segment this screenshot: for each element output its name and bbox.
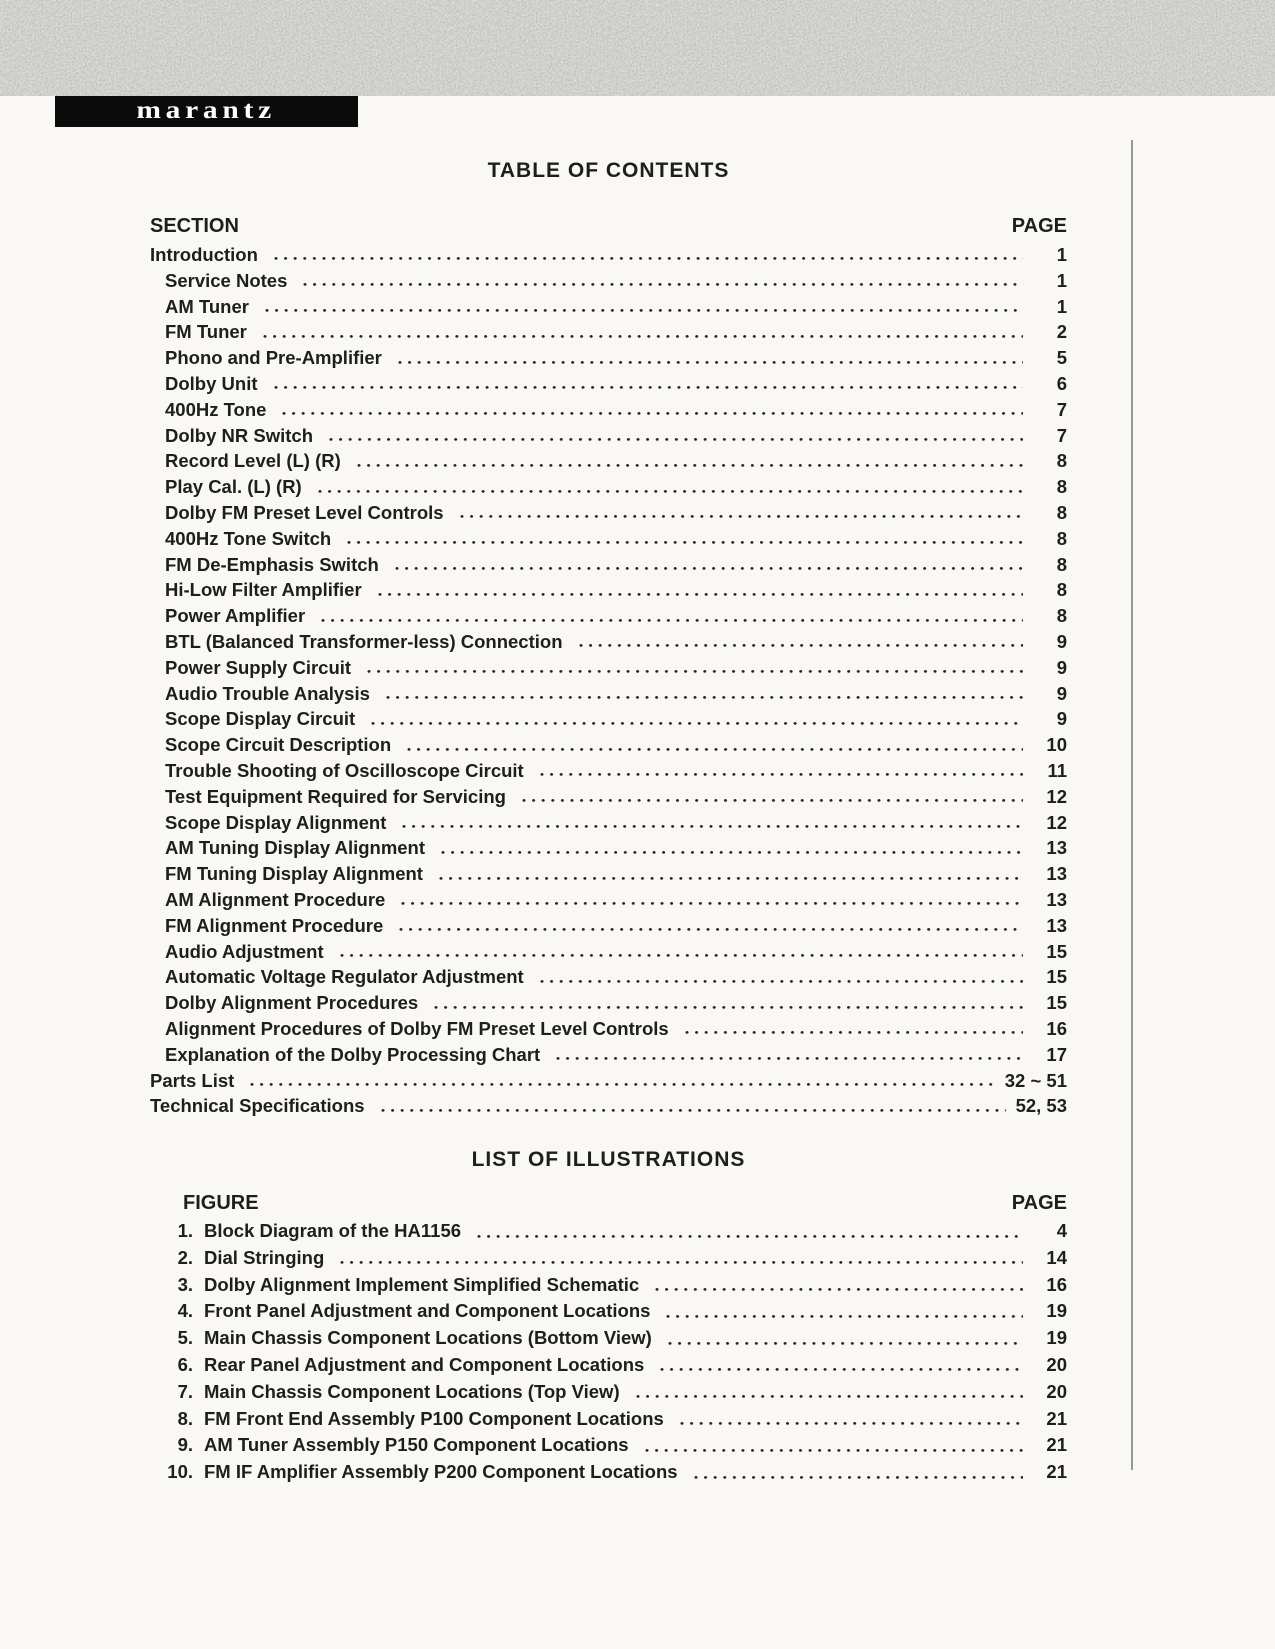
toc-entry-label: Scope Display Alignment [165, 811, 387, 833]
toc-entry [150, 810, 1067, 836]
toc-entry-label: Alignment Procedures of Dolby FM Preset Level Controls [165, 1017, 669, 1039]
toc-entry-label: Play Cal. (L) (R) [165, 476, 302, 498]
toc-header-row [150, 214, 1067, 239]
toc-entry [150, 371, 1067, 397]
dot-leader [340, 939, 1023, 965]
toc-entry-label: AM Alignment Procedure [165, 888, 386, 910]
illustration-entry [150, 1432, 1067, 1459]
dot-leader [434, 990, 1023, 1016]
dot-leader [250, 1068, 994, 1094]
toc-entry [150, 1068, 1067, 1094]
toc-entry-label: 400Hz Tone [165, 398, 267, 420]
illustration-entry-page: 4 [1056, 1220, 1067, 1242]
toc-entry-page: 8 [1056, 476, 1067, 498]
illustration-entry-number: 4. [177, 1300, 193, 1322]
toc-entry [150, 913, 1067, 939]
illustration-entry [150, 1218, 1067, 1245]
illustration-entry-number: 5. [177, 1327, 193, 1349]
toc-entry [150, 397, 1067, 423]
toc-entry [150, 887, 1067, 913]
illustration-entry-page: 21 [1046, 1434, 1067, 1456]
dot-leader [265, 294, 1023, 320]
figure-column-header: FIGURE [183, 1192, 259, 1215]
toc-entry-page: 12 [1046, 811, 1067, 833]
toc-entry-page: 52, 53 [1015, 1095, 1067, 1117]
toc-entry-page: 8 [1056, 527, 1067, 549]
page-content [150, 0, 1067, 1486]
dot-leader [666, 1298, 1023, 1325]
toc-entry-label: Explanation of the Dolby Processing Chart [165, 1043, 541, 1065]
toc-entry [150, 319, 1067, 345]
toc-entry-page: 13 [1046, 837, 1067, 859]
toc-entry-label: Audio Adjustment [165, 940, 324, 962]
illustration-entry-number: 10. [167, 1461, 193, 1483]
illustration-entry [150, 1298, 1067, 1325]
illustration-entry [150, 1325, 1067, 1352]
toc-entry [150, 1093, 1067, 1119]
toc-entry-page: 11 [1047, 759, 1067, 781]
toc-entry-page: 13 [1046, 888, 1067, 910]
toc-page-column-header: PAGE [1011, 215, 1067, 237]
illustration-entry-page: 16 [1046, 1273, 1067, 1295]
illustration-entry-label: Dial Stringing [204, 1246, 325, 1268]
toc-entry-page: 9 [1056, 656, 1067, 678]
toc-entry [150, 448, 1067, 474]
toc-entry-page: 13 [1046, 914, 1067, 936]
illustration-entry [150, 1245, 1067, 1272]
toc-entry [150, 526, 1067, 552]
toc-entry-page: 7 [1056, 398, 1067, 420]
toc-entry-page: 1 [1056, 269, 1067, 291]
dot-leader [407, 732, 1023, 758]
dot-leader [263, 319, 1023, 345]
toc-entry [150, 552, 1067, 578]
toc-entry-label: Trouble Shooting of Oscilloscope Circuit [165, 759, 524, 781]
illustration-entry-page: 21 [1046, 1407, 1067, 1429]
toc-entry-page: 8 [1056, 579, 1067, 601]
dot-leader [274, 371, 1024, 397]
dot-leader [402, 810, 1023, 836]
toc-entry-label: FM Tuning Display Alignment [165, 863, 423, 885]
toc-entry [150, 964, 1067, 990]
toc-entry-label: Scope Circuit Description [165, 734, 392, 756]
dot-leader [321, 603, 1023, 629]
toc-entry-page: 8 [1056, 501, 1067, 523]
toc-entry-label: FM Alignment Procedure [165, 914, 384, 936]
dot-leader [540, 964, 1023, 990]
dot-leader [378, 577, 1023, 603]
toc-entry-page: 6 [1056, 372, 1067, 394]
toc-entry-page: 5 [1056, 347, 1067, 369]
toc-entry-page: 15 [1046, 940, 1067, 962]
toc-entry-label: Hi-Low Filter Amplifier [165, 579, 362, 601]
dot-leader [282, 397, 1023, 423]
toc-entry [150, 655, 1067, 681]
dot-leader [556, 1042, 1023, 1068]
toc-entry-label: Record Level (L) (R) [165, 450, 341, 472]
toc-entry [150, 758, 1067, 784]
illustration-entry-number: 3. [177, 1273, 193, 1295]
toc-entry [150, 706, 1067, 732]
toc-entry [150, 629, 1067, 655]
toc-entry [150, 423, 1067, 449]
dot-leader [303, 268, 1023, 294]
illustration-entry-number: 2. [177, 1246, 193, 1268]
toc-entry-label: Audio Trouble Analysis [165, 682, 370, 704]
toc-entry-label: AM Tuning Display Alignment [165, 837, 426, 859]
toc-entry [150, 500, 1067, 526]
toc-entry [150, 1016, 1067, 1042]
toc-entry [150, 603, 1067, 629]
dot-leader [329, 423, 1023, 449]
toc-entry [150, 345, 1067, 371]
illustration-entry-label: Main Chassis Component Locations (Bottom View) [204, 1327, 652, 1349]
toc-entry-page: 8 [1056, 450, 1067, 472]
illustration-entry-label: Rear Panel Adjustment and Component Locations [204, 1354, 645, 1376]
toc-entry-page: 9 [1056, 708, 1067, 730]
illustration-entry-label: FM IF Amplifier Assembly P200 Component Locations [204, 1461, 678, 1483]
toc-entry-label: Introduction [150, 244, 258, 265]
illustration-entry [150, 1379, 1067, 1406]
illustrations-header-row [150, 1191, 1067, 1216]
dot-leader [660, 1352, 1023, 1379]
dot-leader [357, 448, 1023, 474]
toc-entry [150, 835, 1067, 861]
illustration-entry-page: 20 [1046, 1354, 1067, 1376]
toc-entry-label: Power Amplifier [165, 605, 306, 627]
dot-leader [340, 1245, 1023, 1272]
dot-leader [395, 552, 1023, 578]
toc-entry-label: Dolby Alignment Procedures [165, 992, 419, 1014]
marantz-logo: marantz [136, 96, 277, 124]
dot-leader [636, 1379, 1023, 1406]
illustration-entry-number: 6. [177, 1354, 193, 1376]
toc-entry-label: 400Hz Tone Switch [165, 527, 332, 549]
dot-leader [439, 861, 1023, 887]
toc-entry [150, 268, 1067, 294]
illustrations-page-column-header: PAGE [1011, 1192, 1067, 1215]
dot-leader [680, 1406, 1023, 1433]
toc-entry [150, 577, 1067, 603]
dot-leader [522, 784, 1023, 810]
illustration-entry-page: 19 [1046, 1327, 1067, 1349]
dot-leader [694, 1459, 1023, 1486]
illustration-entry-page: 20 [1046, 1380, 1067, 1402]
illustration-entry-label: Front Panel Adjustment and Component Locations [204, 1300, 651, 1322]
dot-leader [386, 681, 1023, 707]
toc-entry-page: 16 [1046, 1017, 1067, 1039]
illustration-entry [150, 1459, 1067, 1486]
dot-leader [441, 835, 1023, 861]
dot-leader [399, 913, 1023, 939]
illustration-entry-label: AM Tuner Assembly P150 Component Locations [204, 1434, 629, 1456]
illustration-entry-page: 14 [1046, 1246, 1067, 1268]
dot-leader [347, 526, 1023, 552]
toc-entry [150, 294, 1067, 320]
dot-leader [645, 1432, 1023, 1459]
toc-entry-label: Phono and Pre-Amplifier [165, 347, 382, 369]
toc-entry-label: FM De-Emphasis Switch [165, 553, 379, 575]
illustration-entry-page: 19 [1046, 1300, 1067, 1322]
dot-leader [398, 345, 1023, 371]
illustration-entry [150, 1352, 1067, 1379]
toc-entry [150, 939, 1067, 965]
toc-entry [150, 784, 1067, 810]
toc-entry-page: 1 [1056, 244, 1067, 265]
toc-entry-page: 9 [1056, 682, 1067, 704]
dot-leader [477, 1218, 1023, 1245]
illustration-entry-page: 21 [1046, 1461, 1067, 1483]
dot-leader [668, 1325, 1023, 1352]
dot-leader [579, 629, 1024, 655]
illustration-entry [150, 1272, 1067, 1299]
illustration-entry-label: Block Diagram of the HA1156 [204, 1220, 462, 1242]
dot-leader [401, 887, 1023, 913]
toc-entry [150, 990, 1067, 1016]
toc-entry [150, 681, 1067, 707]
toc-entry-page: 15 [1046, 966, 1067, 988]
dot-leader [381, 1093, 1006, 1119]
toc-entry-label: Test Equipment Required for Servicing [165, 785, 506, 807]
toc-entry-label: Parts List [150, 1069, 235, 1091]
section-column-header: SECTION [150, 215, 239, 237]
scan-edge-line [1131, 140, 1133, 1470]
toc-entry-label: Technical Specifications [150, 1095, 365, 1117]
toc-entry-page: 9 [1056, 630, 1067, 652]
illustration-entry [150, 1406, 1067, 1433]
toc-entry-page: 10 [1046, 734, 1067, 756]
illustrations-title: LIST OF ILLUSTRATIONS [471, 1148, 746, 1172]
toc-entry-page: 2 [1056, 321, 1067, 343]
toc-entry-page: 13 [1046, 863, 1067, 885]
illustration-entry-label: Dolby Alignment Implement Simplified Schematic [204, 1273, 640, 1295]
toc-entry-label: AM Tuner [165, 295, 249, 317]
dot-leader [318, 474, 1023, 500]
toc-entry-label: Power Supply Circuit [165, 656, 352, 678]
toc-title: TABLE OF CONTENTS [487, 159, 730, 182]
illustration-entry-number: 1. [177, 1220, 193, 1242]
toc-entry-label: FM Tuner [165, 321, 247, 343]
dot-leader [274, 242, 1023, 268]
illustration-entry-number: 9. [177, 1434, 193, 1456]
toc-entry-page: 8 [1056, 605, 1067, 627]
toc-entry [150, 242, 1067, 268]
toc-entry-label: Scope Display Circuit [165, 708, 356, 730]
dot-leader [685, 1016, 1023, 1042]
illustration-entry-number: 8. [177, 1407, 193, 1429]
toc-entry-page: 1 [1056, 295, 1067, 317]
toc-entry-page: 7 [1056, 424, 1067, 446]
dot-leader [540, 758, 1023, 784]
toc-entry-label: Dolby FM Preset Level Controls [165, 501, 444, 523]
toc-entry [150, 732, 1067, 758]
illustration-entry-label: FM Front End Assembly P100 Component Locations [204, 1407, 664, 1429]
dot-leader [367, 655, 1023, 681]
dot-leader [655, 1272, 1023, 1299]
dot-leader [460, 500, 1023, 526]
toc-entry-label: Service Notes [165, 269, 288, 291]
toc-entry-label: Dolby NR Switch [165, 424, 314, 446]
toc-entry [150, 1042, 1067, 1068]
illustration-entry-label: Main Chassis Component Locations (Top View) [204, 1380, 620, 1402]
dot-leader [371, 706, 1023, 732]
toc-entry-page: 15 [1046, 992, 1067, 1014]
toc-list [150, 242, 1067, 1119]
toc-entry-label: BTL (Balanced Transformer-less) Connection [165, 630, 563, 652]
toc-entry-page: 32 ~ 51 [1004, 1069, 1067, 1091]
illustration-entry-number: 7. [177, 1380, 193, 1402]
toc-entry-label: Dolby Unit [165, 372, 258, 394]
illustrations-list [150, 1218, 1067, 1486]
toc-entry-page: 17 [1046, 1043, 1067, 1065]
toc-entry [150, 474, 1067, 500]
toc-entry-page: 8 [1056, 553, 1067, 575]
toc-entry [150, 861, 1067, 887]
toc-entry-label: Automatic Voltage Regulator Adjustment [165, 966, 524, 988]
toc-entry-page: 12 [1046, 785, 1067, 807]
